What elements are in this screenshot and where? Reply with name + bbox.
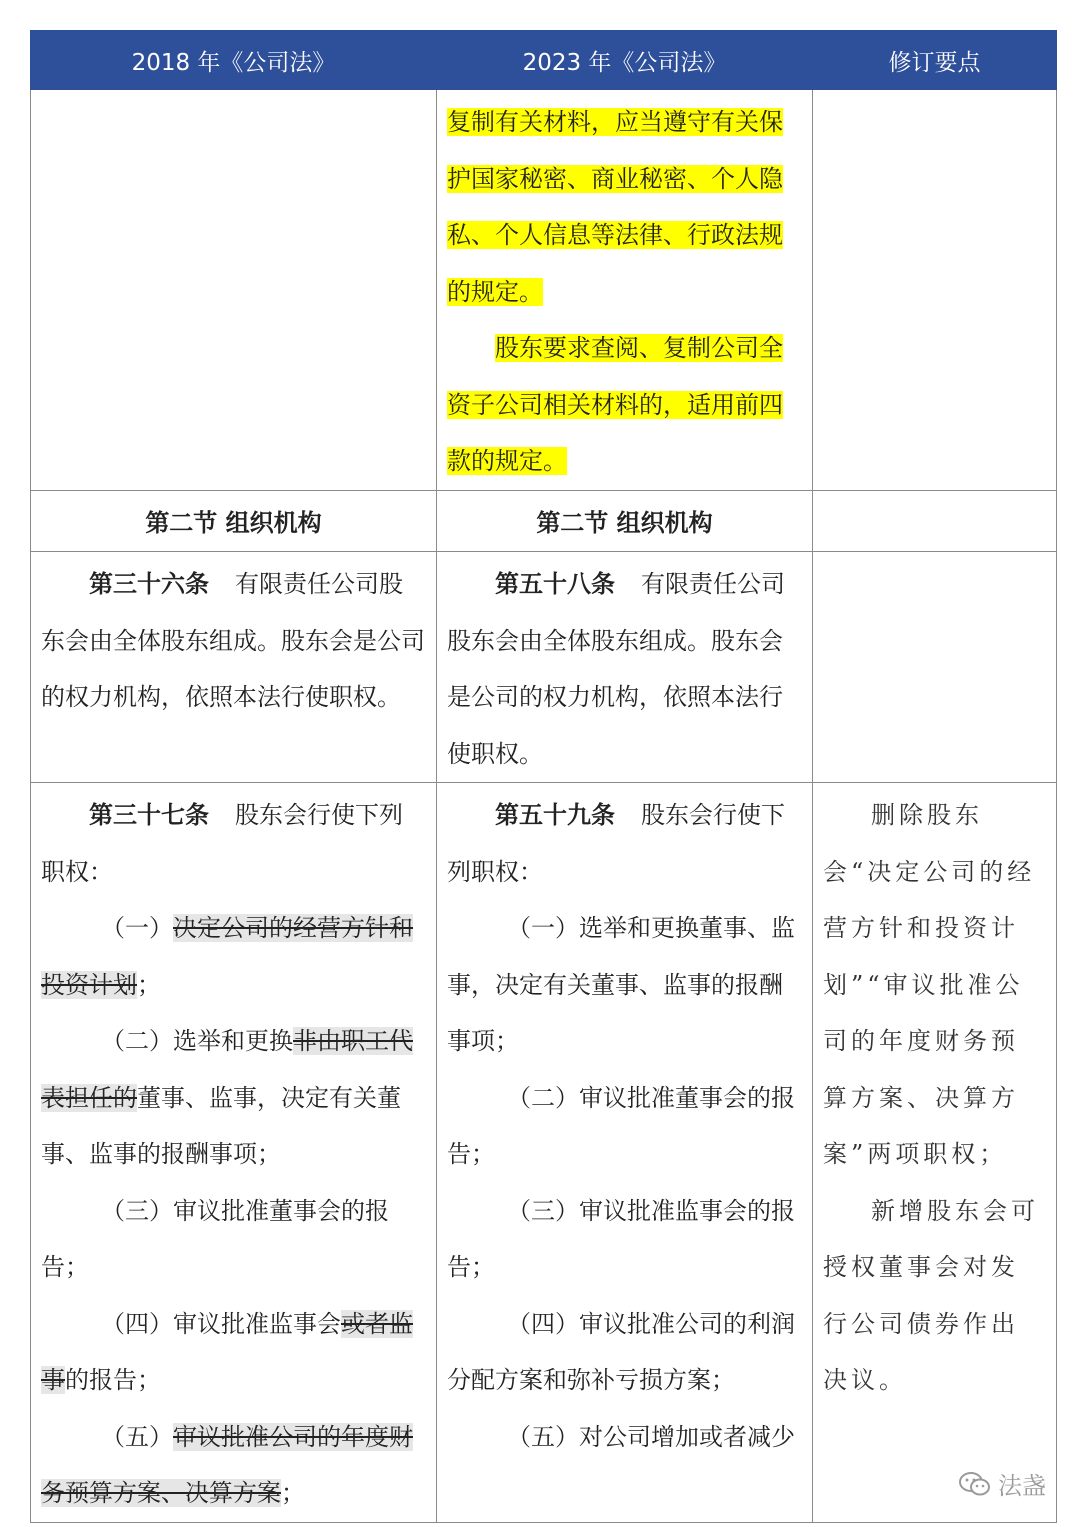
deleted-text: 审议批准公司的年度财务预算方案、决算方案 (41, 1422, 413, 1507)
list-item: （三）审议批准监事会的报告； (447, 1196, 795, 1281)
old-cell: 第三十七条 股东会行使下列职权： （一）决定公司的经营方针和投资计划； （二）选举和更换非由职工代表担任的董事、监事，决定有关董事、监事的报酬事项； （三）审议批准董事会的报告； （四）审议批准监事会或者监事的报告； （五）审议批准公司的年度财务预算方案、决算方案； (31, 783, 437, 1523)
list-item: （二）审议批准董事会的报告； (447, 1083, 795, 1168)
note-cell (813, 783, 1057, 1523)
note-cell (813, 90, 1057, 491)
article-title: 第五十九条 (495, 801, 615, 829)
comparison-table (30, 30, 1057, 1523)
deleted-text: 决定公司的经营方针和投资计划 (41, 914, 413, 999)
highlighted-text: 股东要求查阅、复制公司全资子公司相关材料的，适用前四款的规定。 (447, 334, 783, 475)
revision-note: 删除股东会“决定公司的经营方针和投资计划”“审议批准公司的年度财务预算方案、决算方案”两项职权； (823, 801, 1036, 1168)
list-item: （三）审议批准董事会的报告； (41, 1196, 389, 1281)
table-row (31, 90, 1057, 491)
list-item: （一）选举和更换董事、监事，决定有关董事、监事的报酬事项； (447, 914, 795, 1055)
watermark-text: 法盏 (998, 1472, 1046, 1500)
article-text: 有限责任公司股东会由全体股东组成。股东会是公司的权力机构，依照本法行使职权。 (447, 570, 785, 768)
deleted-text: 非由职工代表担任的 (41, 1027, 413, 1112)
table-row (31, 783, 1057, 1523)
note-cell (813, 552, 1057, 783)
new-cell (437, 552, 813, 783)
section-title-new: 第二节 组织机构 (437, 490, 813, 552)
wechat-icon (958, 1470, 992, 1498)
deleted-text: 或者监事 (41, 1309, 413, 1394)
header-revision-points: 修订要点 (813, 31, 1057, 90)
note-cell (813, 490, 1057, 552)
revision-note: 新增股东会可授权董事会对发行公司债券作出决议。 (823, 1196, 1039, 1394)
section-title-old: 第二节 组织机构 (31, 490, 437, 552)
article-title: 第三十七条 (89, 801, 209, 829)
article-title: 第三十六条 (89, 570, 209, 598)
highlighted-text: 复制有关材料，应当遵守有关保护国家秘密、商业秘密、个人隐私、个人信息等法律、行政法规的规定。 (447, 108, 783, 306)
watermark (958, 1466, 1046, 1501)
article-title: 第五十八条 (495, 570, 615, 598)
table-row (31, 552, 1057, 783)
list-item: （五）审议批准公司的年度财务预算方案、决算方案； (41, 1422, 413, 1507)
list-item: （五）对公司增加或者减少 (507, 1422, 795, 1451)
new-cell (437, 90, 813, 491)
header-2023: 2023 年《公司法》 (437, 31, 813, 90)
article-text: 有限责任公司股东会由全体股东组成。股东会是公司的权力机构，依照本法行使职权。 (41, 570, 425, 711)
section-row (31, 490, 1057, 552)
list-item: （一）决定公司的经营方针和投资计划； (41, 914, 413, 999)
new-cell: 第五十九条 股东会行使下列职权： （一）选举和更换董事、监事，决定有关董事、监事的报酬事项； （二）审议批准董事会的报告； （三）审议批准监事会的报告； （四）审议批准公司的利润分配方案和弥补亏损方案； （五）对公司增加或者减少 (437, 783, 813, 1523)
old-cell (31, 552, 437, 783)
list-item: （四）审议批准监事会或者监事的报告； (41, 1309, 413, 1394)
header-2018: 2018 年《公司法》 (31, 31, 437, 90)
old-cell (31, 90, 437, 491)
list-item: （二）选举和更换非由职工代表担任的董事、监事，决定有关董事、监事的报酬事项； (41, 1027, 413, 1168)
list-item: （四）审议批准公司的利润分配方案和弥补亏损方案； (447, 1309, 795, 1394)
header-row (31, 31, 1057, 90)
